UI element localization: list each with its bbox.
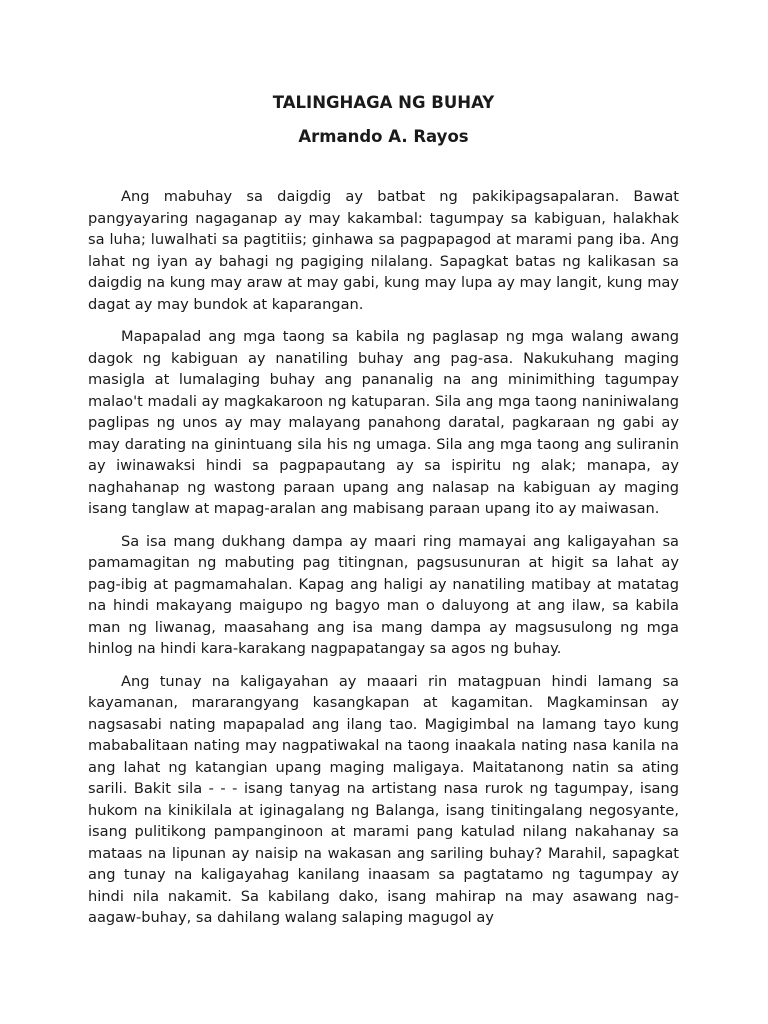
document-body — [88, 186, 679, 929]
document-page — [88, 92, 679, 940]
paragraph: Sa isa mang dukhang dampa ay maari ring mamayai ang kaligayahan sa pamamagitan ng mabuting pag titingnan, pagsusunuran at higit sa lahat ay pag-ibig at pagmamahalan. Kapag ang haligi ay nanatiling matibay at matatag na hindi makayang maigupo ng bagyo man o daluyong at ang ilaw, sa kabila man ng liwanag, maasahang ang isa mang dampa ay magsusulong ng mga hinlog na hindi kara-karakang nagpapatangay sa agos ng buhay. — [88, 532, 679, 657]
document-author: Armando A. Rayos — [298, 127, 469, 146]
paragraph: Ang tunay na kaligayahan ay maaari rin matagpuan hindi lamang sa kayamanan, mararangyang kasangkapan at kagamitan. Magkaminsan ay nagsasabi nating mapapalad ang ilang tao. Magigimbal na lamang tayo kung mababalitaan nating may nagpatiwakal na taong inaakala nating nasa kanila na ang lahat ng katangian upang maging maligaya. Maitatanong natin sa ating sarili. Bakit sila - - - isang tanyag na artistang nasa rurok ng tagumpay, isang hukom na kinikilala at iginagalang ng Balanga, isang tinitingalang negosyante, isang pulitikong pampanginoon at marami pang katulad nilang nakahanay sa mataas na lipunan ay naisip na wakasan ang sariling buhay? Marahil, sapagkat ang tunay na kaligayahag kanilang inaasam sa pagtatamo ng tagumpay ay hindi nila nakamit. Sa kabilang dako, isang mahirap na may asawang nag-aagaw-buhay, sa dahilang walang salaping magugol ay — [88, 672, 679, 926]
document-title: TALINGHAGA NG BUHAY — [272, 93, 495, 112]
paragraph: Ang mabuhay sa daigdig ay batbat ng pakikipagsapalaran. Bawat pangyayaring nagaganap ay may kakambal: tagumpay sa kabiguan, halakhak sa luha; luwalhati sa pagtitiis; ginhawa sa pagpapagod at marami pang iba. Ang lahat ng iyan ay bahagi ng pagiging nilalang. Sapagkat batas ng kalikasan sa daigdig na kung may araw at may gabi, kung may lupa ay may langit, kung may dagat ay may bundok at kaparangan. — [88, 188, 679, 313]
paragraph: Mapapalad ang mga taong sa kabila ng paglasap ng mga walang awang dagok ng kabiguan ay nanatiling buhay ang pag-asa. Nakukuhang maging masigla at lumalaging buhay ang pananalig na ang minimithing tagumpay malao't madali ay magkakaroon ng katuparan. Sila ang mga taong naniniwalang paglipas ng unos ay may malayang panahong daratal, pagkaraan ng gabi ay may darating na ginintuang sila his ng umaga. Sila ang mga taong ang suliranin ay iwinawaksi hindi sa pagpapautang ay sa ispiritu ng alak; manapa, ay naghahanap ng wastong paraan upang ang nalasap na kabiguan ay maging isang tanglaw at mapag-aralan ang mabisang paraan upang ito ay maiwasan. — [88, 328, 679, 517]
